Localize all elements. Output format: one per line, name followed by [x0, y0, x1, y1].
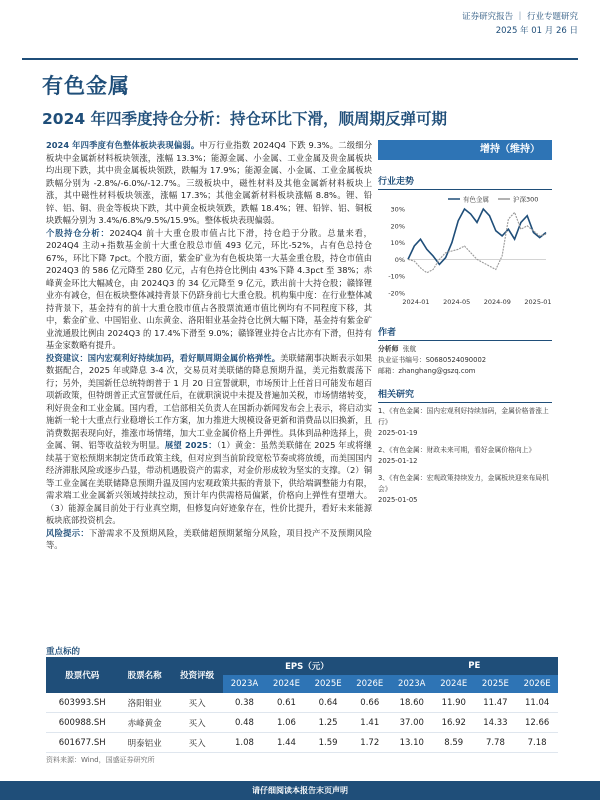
x-tick-label: 2024-09	[483, 298, 511, 306]
series-line	[408, 209, 546, 264]
related-item-text: 3、《有色金属：宏观政策持续发力，金属板块迎来布局机会》	[378, 474, 549, 493]
analyst-email[interactable]: 邮箱：zhanghang@gszq.com	[378, 367, 476, 375]
col-year: 2023A	[223, 675, 265, 693]
cell-value: 1.44	[266, 733, 308, 753]
y-tick-label: -10%	[388, 272, 405, 281]
footer-disclaimer: 请仔细阅读本报告末页声明	[0, 781, 600, 800]
legend-label: 有色金属	[463, 195, 489, 204]
y-tick-label: 0%	[394, 255, 405, 264]
related-item-date: 2025-01-19	[378, 429, 418, 437]
cell-value: 0.38	[223, 693, 265, 713]
paragraph-lead: 个股持仓分析：	[46, 227, 110, 238]
related-item-date: 2025-01-12	[378, 457, 418, 465]
report-date: 2025 年 01 月 26 日	[495, 26, 578, 36]
paragraph-text: 2024Q4 前十大重仓股市值占比下滑，持仓趋于分散。总量来看，2024Q4 主动+指数基金前十大重仓股总市值 493 亿元，环比-52%，占有色总持仓 67%，环比下降 7pct。个股方面，紫金矿业为有色板块第一大基金重仓股，持仓市值由 2024Q3 的 586 亿元降至 280 亿元，占有色持仓比例由 43%下降 4.3pct 至 38%；赤峰黄金环比大幅减仓，由 2024Q3 的 34 亿元降至 9 亿元，跌出前十大持仓股；赣锋锂业亦有减仓，但在板块整体减持背景下仍跻身前七大重仓股。机构集中度：在行业整体减持背景下，基金持有的前十大重仓股市值占各股票流通市值比例均有不同程度下移，其中，紫金矿业、中国铝业、山东黄金、洛阳钼业基金持仓比例大幅下降，基金持有紫金矿业流通股比例由 2024Q3 的 17.4%下滑至 9.0%；赣锋锂业持仓占比亦有下滑，但持有基金家数略有提升。	[46, 227, 372, 350]
related-item-text: 2、《有色金属：财政未来可期，看好金属价格向上》	[378, 446, 536, 454]
legend-label: 沪深300	[513, 195, 539, 204]
cell-code: 603993.SH	[46, 693, 118, 713]
paragraph-sector-performance	[46, 139, 372, 227]
y-tick-label: 10%	[390, 239, 405, 248]
cell-value: 1.59	[307, 733, 349, 753]
col-name: 股票名称	[118, 657, 170, 693]
report-body	[46, 139, 372, 552]
cell-value: 0.61	[266, 693, 308, 713]
sidebar	[378, 140, 552, 512]
paragraph-text: 下游需求不及预期风险，美联储超预期紧缩分风险，项目投产不及预期风险等。	[46, 527, 372, 550]
table-row	[46, 693, 558, 713]
col-eps: EPS（元）	[223, 657, 390, 675]
header-divider	[22, 58, 578, 60]
industry-trend-chart	[378, 193, 552, 313]
cell-value: 1.72	[349, 733, 391, 753]
cell-value: 0.66	[349, 693, 391, 713]
analyst-title: 作者	[378, 325, 552, 341]
cell-value: 1.06	[266, 713, 308, 733]
cell-name: 明泰铝业	[118, 733, 170, 753]
col-year: 2026E	[349, 675, 391, 693]
paragraph-text: 申万行业指数 2024Q4 下跌 9.3%。二级细分板块中金属新材料板块领涨，涨幅 13.3%；能源金属、小金属、工业金属及贵金属板块均出现下跌，其中贵金属板块领跌，跌幅为 17.9%；能源金属、小金属、工业金属板块跌幅分别为 -2.8%/-6.0%/-12.7%。三级板块中，磁性材料及其他金属新材料板块上涨，其中磁性材料板块领涨，涨幅 17.3%；其他金属新材料板块涨幅 8.8%。锂、铅锌、铝、铜、贵金等板块下跌，其中黄金板块领跌，跌幅 18.4%；锂、铅锌、铝、铜板块跌幅分别为 3.4%/6.8%/9.5%/15.9%。整体板块表现偏弱。	[46, 140, 372, 225]
paragraph-lead: 2024 年四季度有色整体板块表现偏弱。	[46, 140, 200, 150]
paragraph-lead: 投资建议：国内宏观利好持续加码，看好顺周期金属价格弹性。	[46, 352, 281, 363]
cell-value: 1.08	[223, 733, 265, 753]
related-item[interactable]	[378, 473, 552, 506]
x-tick-label: 2025-01	[524, 298, 552, 306]
related-item[interactable]	[378, 406, 552, 439]
table-row	[46, 713, 558, 733]
col-year: 2026E	[516, 675, 558, 693]
analyst-label: 分析师	[378, 345, 399, 353]
x-tick-label: 2024-05	[443, 298, 471, 306]
col-year: 2025E	[307, 675, 349, 693]
related-item-date: 2025-01-05	[378, 496, 418, 504]
cell-value: 37.00	[391, 713, 433, 733]
cell-value: 0.64	[307, 693, 349, 713]
analyst-name: 张航	[402, 345, 417, 353]
paragraph-risk	[46, 527, 372, 552]
table-row	[46, 733, 558, 753]
cell-rating: 买入	[171, 693, 223, 713]
related-item-text: 1、《有色金属：国内宏观利好持续加码，金属价格普涨上行》	[378, 407, 549, 426]
analyst-cert: 执业证书编号：S0680524090002	[378, 356, 487, 364]
paragraph-text: 美联储潮事决断表示如果数据配合，2025 年或降息 3-4 次，交易员对美联储的降息预期升温，美元指数震荡下行；另外，美国新任总统特朗普于 1 月 20 日宣誓就职，市场预计上任首日可能发布超百项新政策，但特朗普正式宣誓就任后，在就职演说中未提及普遍加关税，市场情绪转变，利好贵金和工业金属。国内看，工信部相关负责人在国新办新闻发布会上表示，将启动实施新一轮十大重点行业稳增长工作方案，加力推进大规模设备更新和消费品以旧换新，且消费数据表现向好，推涨市场情绪，加大工业金属价格上升弹性。具体到品种选择上，贵金属、铜、铝等收益较为明显。	[46, 352, 372, 450]
paragraph-lead: 展望 2025：	[164, 440, 217, 450]
y-tick-label: 30%	[390, 205, 405, 214]
cell-value: 12.66	[516, 713, 558, 733]
cell-code: 600988.SH	[46, 713, 118, 733]
col-code: 股票代码	[46, 657, 118, 693]
paragraph-text: （1）黄金：虽然美联储在 2025 年或将继续基于宽松预期来制定货币政策主线，但对应到当前阶段宽松节奏或将放缓，而美国国内经济滞胀风险或逐步凸显，带动机遇股资产的需求，对金价形成较为坚实的支撑。（2）铜等工业金属在美联储降息预期升温及国内宏观政策共振的背景下，供给端调整能力有限，需求端工业金属新兴领域持续拉动，预计年内供需格局偏紧，价格向上弹性有望增大。（3）能源金属目前处于行业真空期，但修复向好迹象存在，性价比提升，看好未来能源板块底部投资机会。	[46, 440, 372, 525]
y-tick-label: 20%	[390, 222, 405, 231]
related-item[interactable]	[378, 445, 552, 467]
cell-rating: 买入	[171, 733, 223, 753]
cell-value: 13.10	[391, 733, 433, 753]
cell-name: 赤峰黄金	[118, 713, 170, 733]
y-tick-label: -20%	[388, 289, 405, 298]
cell-value: 1.41	[349, 713, 391, 733]
related-title: 相关研究	[378, 387, 552, 403]
cell-value: 18.60	[391, 693, 433, 713]
col-rating: 投资评级	[171, 657, 223, 693]
cell-value: 7.18	[516, 733, 558, 753]
cell-value: 0.48	[223, 713, 265, 733]
col-year: 2024E	[266, 675, 308, 693]
report-title: 2024 年四季度持仓分析：持仓环比下滑，顺周期反弹可期	[42, 110, 448, 128]
table-source: 资料来源：Wind，国盛证券研究所	[46, 756, 155, 764]
paragraph-investment	[46, 352, 372, 527]
analyst-info	[378, 344, 552, 377]
col-year: 2023A	[391, 675, 433, 693]
rating-badge: 增持（维持）	[378, 140, 552, 160]
cell-code: 601677.SH	[46, 733, 118, 753]
cell-rating: 买入	[171, 713, 223, 733]
cell-name: 洛阳钼业	[118, 693, 170, 713]
industry-title: 有色金属	[42, 74, 130, 98]
cell-value: 1.25	[307, 713, 349, 733]
paragraph-holdings	[46, 227, 372, 352]
paragraph-lead: 风险提示：	[46, 527, 89, 538]
cell-value: 16.92	[433, 713, 475, 733]
cell-value: 11.47	[475, 693, 517, 713]
report-type: 证券研究报告 ｜ 行业专题研究	[462, 12, 578, 22]
col-year: 2024E	[433, 675, 475, 693]
col-year: 2025E	[475, 675, 517, 693]
col-pe: PE	[391, 657, 558, 675]
cell-value: 8.59	[433, 733, 475, 753]
related-list	[378, 406, 552, 506]
cell-value: 11.04	[516, 693, 558, 713]
x-tick-label: 2024-01	[402, 298, 430, 306]
cell-value: 14.33	[475, 713, 517, 733]
cell-value: 7.78	[475, 733, 517, 753]
cell-value: 11.90	[433, 693, 475, 713]
table-title: 重点标的	[46, 647, 81, 657]
report-header	[462, 10, 578, 38]
trend-title: 行业走势	[378, 174, 552, 190]
key-stocks-table	[46, 657, 558, 753]
